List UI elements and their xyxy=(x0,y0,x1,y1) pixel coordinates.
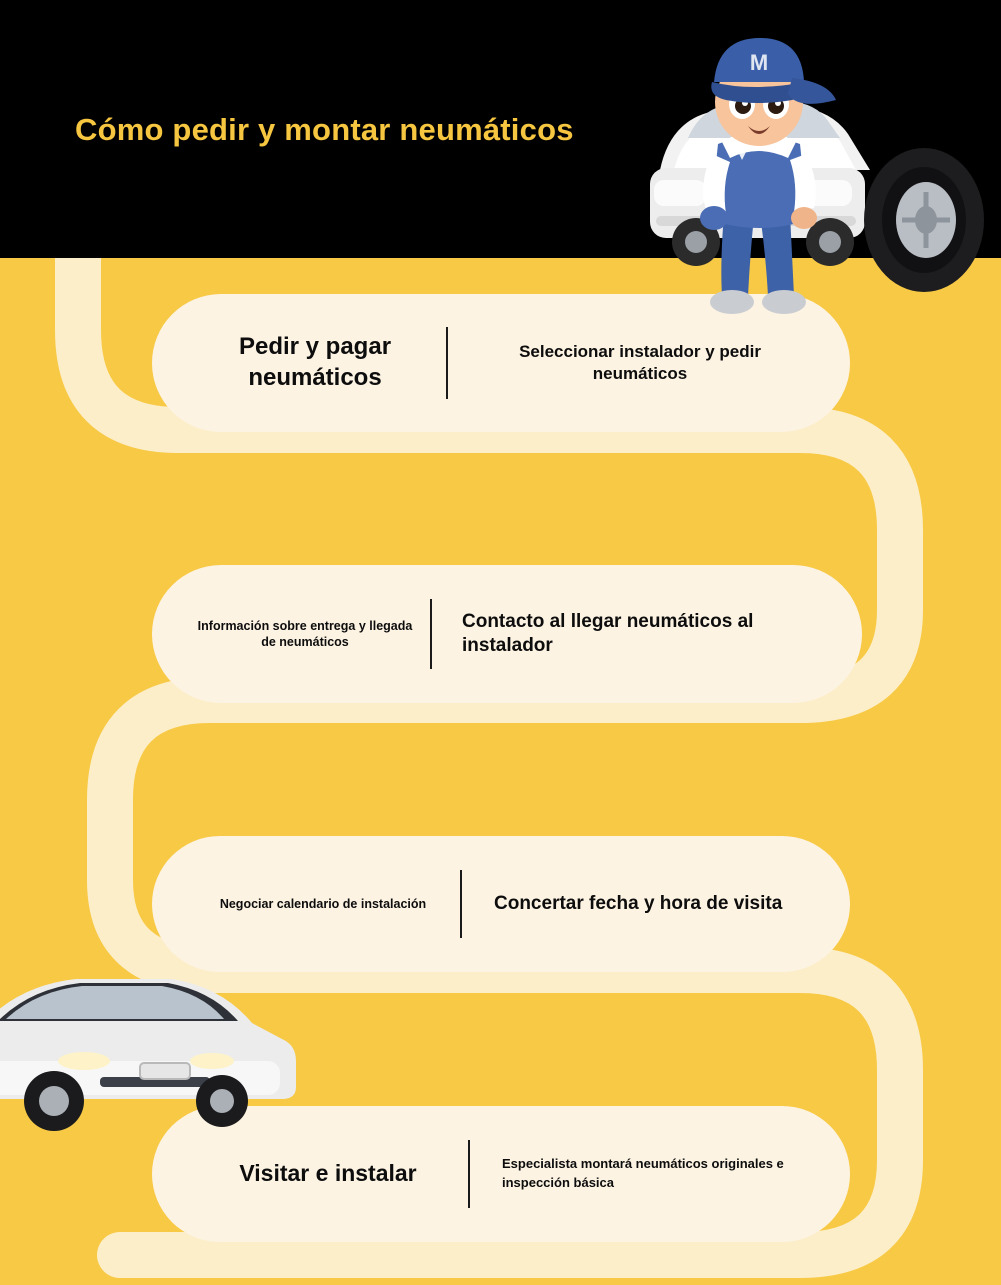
step-card-2-content xyxy=(152,599,862,669)
step-4-right-label: Especialista montará neumáticos originales e inspección básica xyxy=(502,1156,784,1190)
step-card-3-content xyxy=(152,870,850,938)
mechanic-mascot-illustration xyxy=(640,20,1001,320)
step-1-right-label: Seleccionar instalador y pedir neumáticos xyxy=(519,342,761,383)
step-card-1-content xyxy=(152,327,850,399)
step-2-right-label: Contacto al llegar neumáticos al instalador xyxy=(462,610,754,656)
step-2-divider xyxy=(430,599,432,669)
step-card-4-content xyxy=(152,1140,850,1208)
step-4-divider xyxy=(468,1140,470,1208)
step-2-left-label: Información sobre entrega y llegada de neumáticos xyxy=(197,619,413,649)
page-title: Cómo pedir y montar neumáticos xyxy=(75,112,574,147)
step-3-left-label: Negociar calendario de instalación xyxy=(219,897,427,911)
svg-text:M: M xyxy=(749,50,769,75)
step-1-divider xyxy=(446,327,448,399)
step-1-left-label: Pedir y pagar neumáticos xyxy=(238,333,392,391)
step-3-divider xyxy=(460,870,462,938)
step-3-right-label: Concertar fecha y hora de visita xyxy=(494,892,783,914)
step-card-3[interactable] xyxy=(152,836,850,972)
step-card-2[interactable] xyxy=(152,565,862,703)
step-4-left-label: Visitar e instalar xyxy=(239,1160,417,1187)
white-suv-illustration xyxy=(0,965,300,1145)
